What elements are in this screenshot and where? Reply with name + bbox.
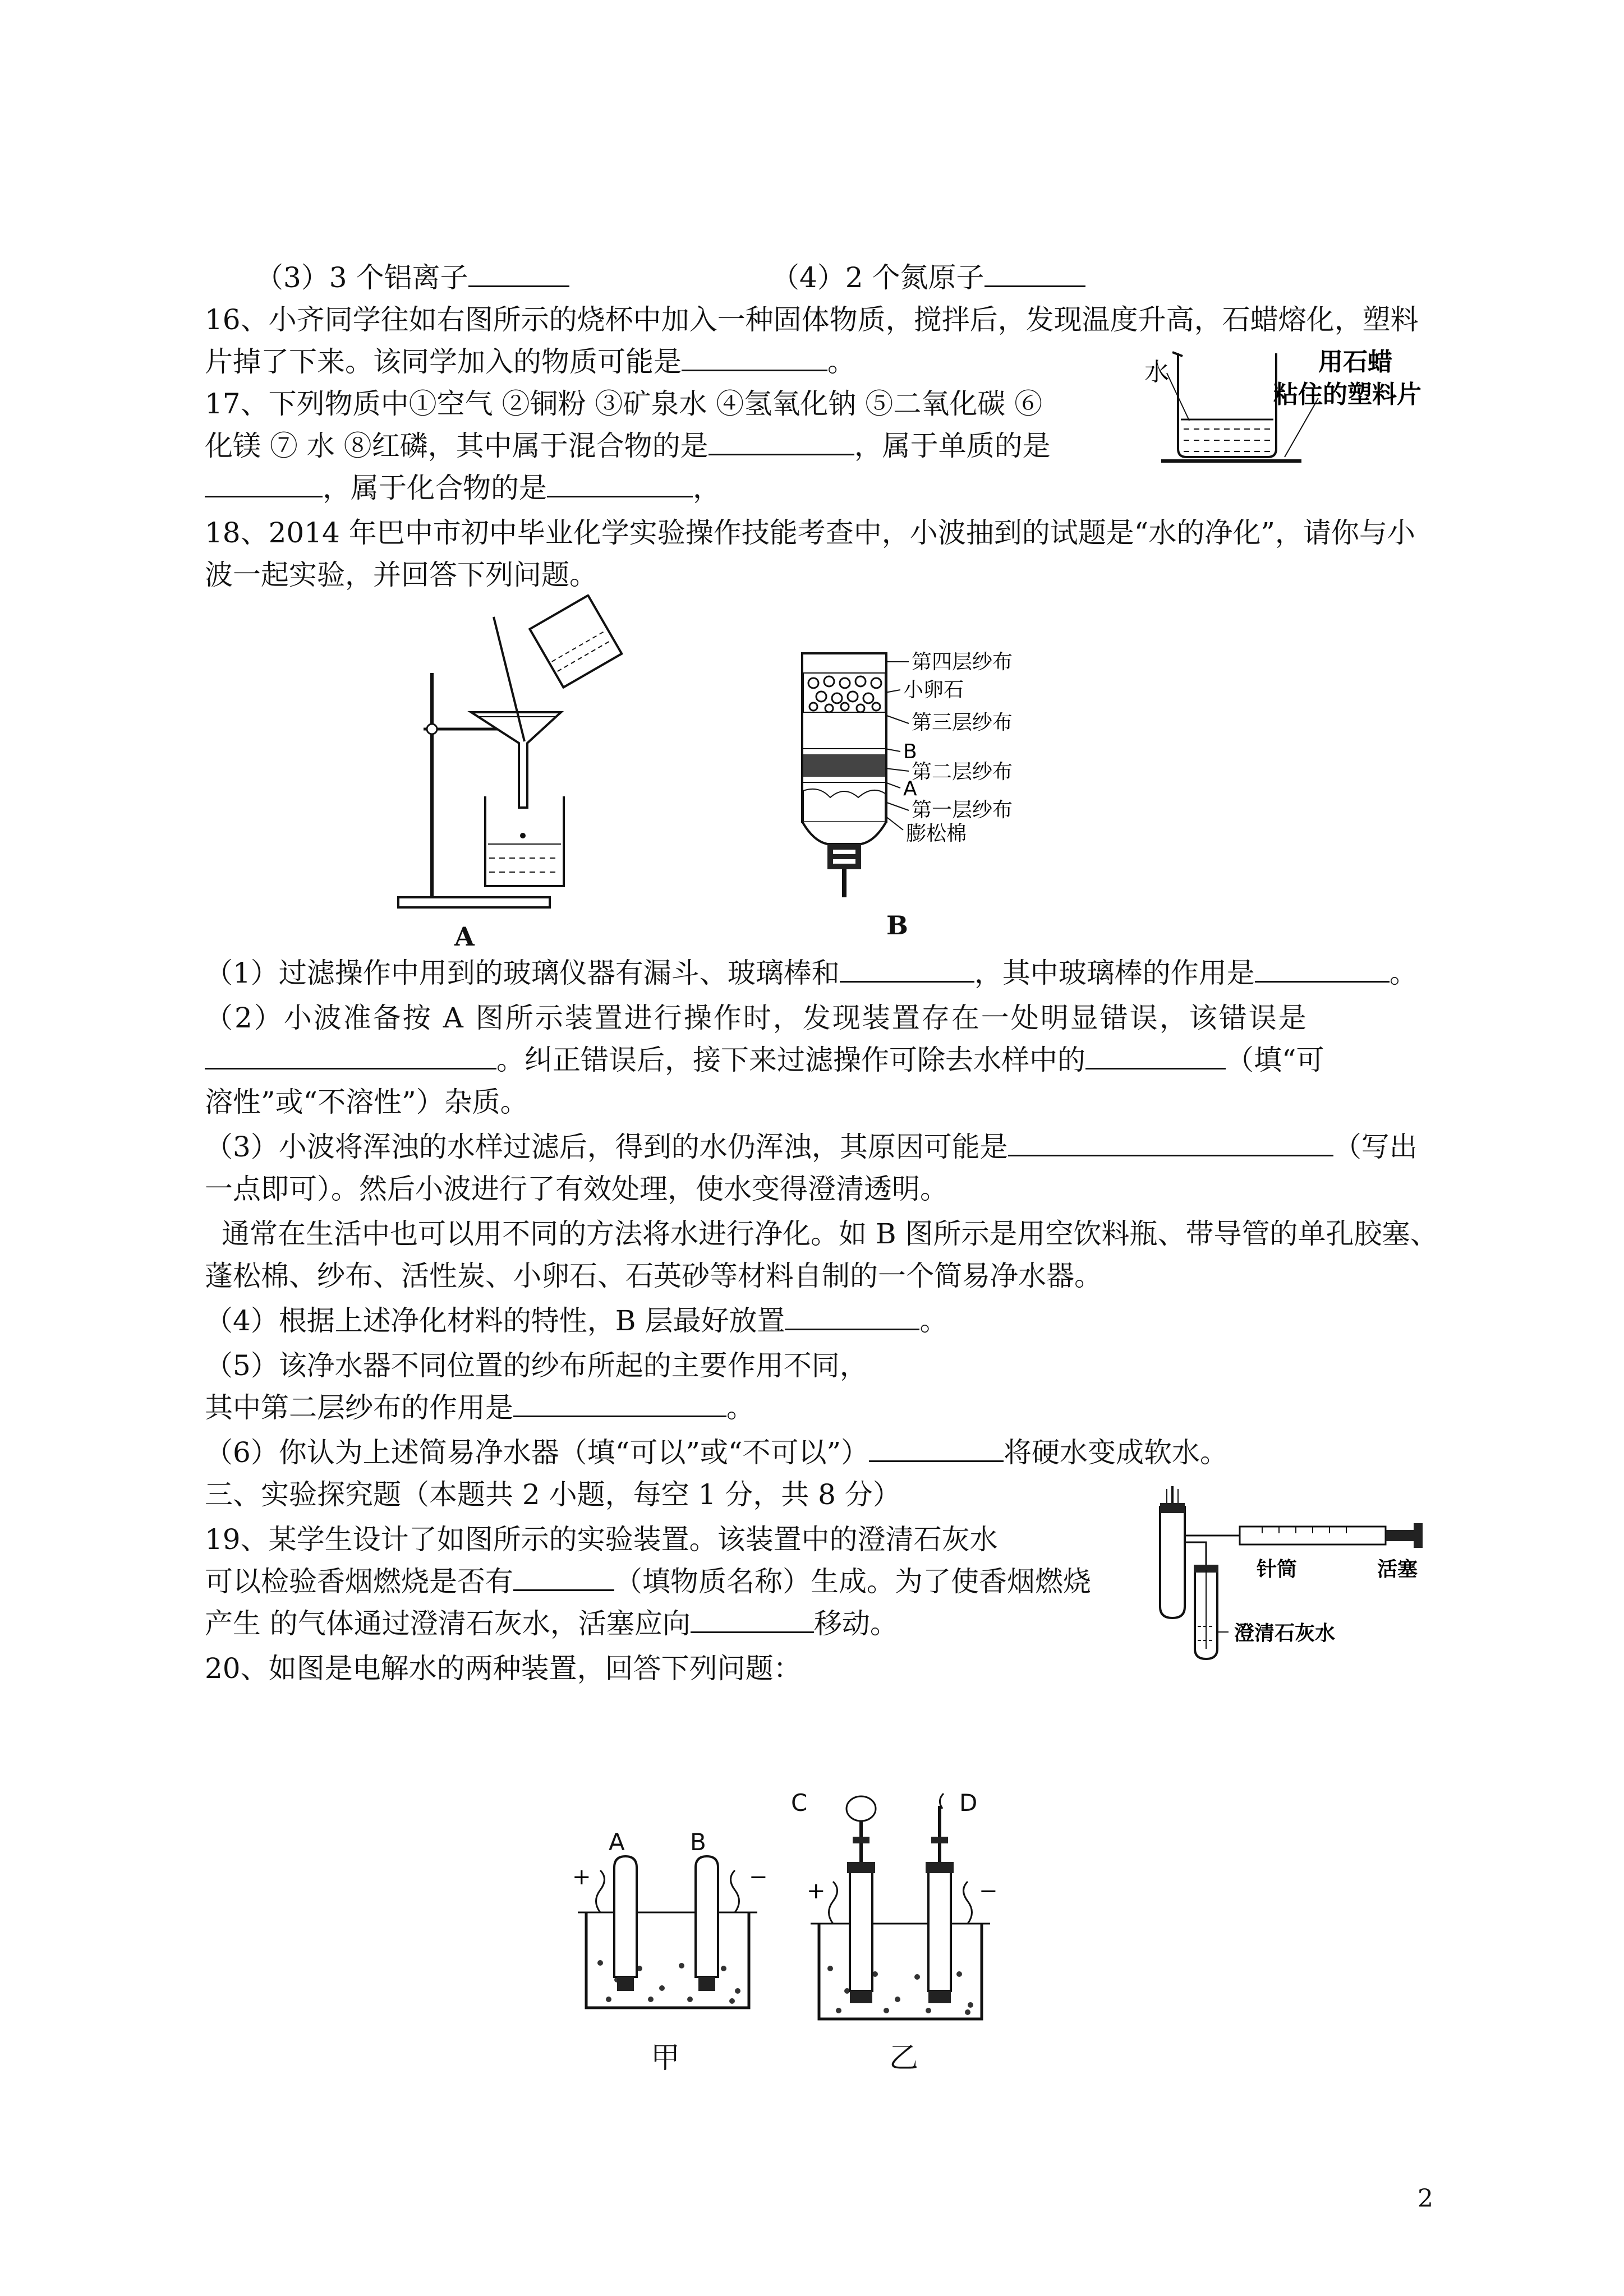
answer-blank[interactable] <box>547 471 693 497</box>
beaker-water-label: 水 <box>1144 358 1169 386</box>
water-purifier-figure-b <box>797 651 1055 914</box>
q15-item3: （3）3 个铝离子 <box>255 261 569 294</box>
electrode-label-b: B <box>690 1828 706 1856</box>
q18-p2-line3: 溶性”或“不溶性”）杂质。 <box>205 1086 528 1118</box>
minus-sign: − <box>979 1878 998 1904</box>
answer-blank[interactable] <box>691 1607 814 1633</box>
q18-p1: （1）过滤操作中用到的玻璃仪器有漏斗、玻璃棒和 ，其中玻璃棒的作用是 。 <box>205 957 1418 989</box>
q18-intro-line2: 蓬松棉、纱布、活性炭、小卵石、石英砂等材料自制的一个简易净水器。 <box>205 1260 1102 1292</box>
answer-blank[interactable] <box>1008 1130 1333 1156</box>
electrolysis-figure-yi <box>797 1783 1010 2064</box>
q16-line2: 片掉了下来。该同学加入的物质可能是 。 <box>205 345 855 378</box>
q20-line1: 20、如图是电解水的两种装置，回答下列问题： <box>205 1652 802 1685</box>
q18-p5-line1: （5）该净水器不同位置的纱布所起的主要作用不同， <box>205 1349 868 1382</box>
q18-p3-line1: （3）小波将浑浊的水样过滤后，得到的水仍浑浊，其原因可能是 （写出 <box>205 1131 1418 1163</box>
filtration-figure-a <box>393 594 662 931</box>
syringe-label: 针筒 <box>1257 1558 1298 1581</box>
layer-label: A <box>903 777 917 800</box>
valve-label-d: D <box>959 1789 978 1816</box>
answer-blank[interactable] <box>785 1304 919 1330</box>
q18-p6: （6）你认为上述简易净水器（填“可以”或“不可以”） 将硬水变成软水。 <box>205 1436 1229 1469</box>
beaker-figure <box>1133 336 1447 482</box>
page-number: 2 <box>1418 2184 1433 2213</box>
answer-blank[interactable] <box>205 471 323 497</box>
q16-line1: 16、小齐同学往如右图所示的烧杯中加入一种固体物质，搅拌后，发现温度升高，石蜡熔化，塑料 <box>205 303 1419 336</box>
beaker-wax-label-2: 粘住的塑料片 <box>1273 380 1421 409</box>
answer-blank[interactable] <box>1085 1043 1226 1069</box>
q18-p4: （4）根据上述净化材料的特性，B 层最好放置 。 <box>205 1304 948 1337</box>
layer-label: 第四层纱布 <box>912 651 1013 674</box>
q19-line3: 产生 的气体通过澄清石灰水，活塞应向 移动。 <box>205 1607 898 1640</box>
figure-jia-caption: 甲 <box>651 2041 680 2075</box>
q18-intro-line1: 通常在生活中也可以用不同的方法将水进行净化。如 B 图所示是用空饮料瓶、带导管的单孔胶塞、 <box>222 1218 1438 1250</box>
q15-item4: （4）2 个氮原子 <box>771 261 1085 294</box>
answer-blank[interactable] <box>682 345 827 371</box>
layer-label: 膨松棉 <box>906 822 967 845</box>
answer-blank[interactable] <box>869 1436 1004 1462</box>
q18-line1: 18、2014 年巴中市初中毕业化学实验操作技能考查中，小波抽到的试题是“水的净化”，请你与小 <box>205 517 1415 549</box>
q17-line2: 化镁 ⑦ 水 ⑧红磷，其中属于混合物的是 ，属于单质的是 <box>205 430 1051 462</box>
answer-blank[interactable] <box>205 1043 496 1069</box>
plunger-label: 活塞 <box>1377 1558 1418 1581</box>
layer-label: 第三层纱布 <box>912 711 1013 734</box>
answer-blank[interactable] <box>840 956 974 983</box>
beaker-wax-label-1: 用石蜡 <box>1318 348 1392 376</box>
layer-label: 第二层纱布 <box>912 760 1013 783</box>
valve-label-c: C <box>791 1789 808 1816</box>
q18-p2-line1: （2）小波准备按 A 图所示装置进行操作时，发现装置存在一处明显错误，该错误是 <box>205 1002 1308 1034</box>
plus-sign: + <box>807 1878 826 1904</box>
limewater-label: 澄清石灰水 <box>1234 1622 1336 1645</box>
layer-label: 第一层纱布 <box>912 799 1013 822</box>
q18-p5-line2: 其中第二层纱布的作用是 。 <box>205 1391 755 1424</box>
q17-line3: ，属于化合物的是 ， <box>205 471 721 505</box>
syringe-apparatus-figure <box>1150 1481 1464 1666</box>
q17-line1: 17、下列物质中①空气 ②铜粉 ③矿泉水 ④氢氧化钠 ⑤二氧化碳 ⑥ <box>205 388 1043 420</box>
answer-blank[interactable] <box>513 1565 614 1591</box>
section-3-title: 三、实验探究题（本题共 2 小题，每空 1 分，共 8 分） <box>205 1478 901 1511</box>
answer-blank[interactable] <box>984 261 1085 287</box>
plus-sign: + <box>572 1864 591 1890</box>
figure-b-label: B <box>886 910 908 940</box>
q19-line1: 19、某学生设计了如图所示的实验装置。该装置中的澄清石灰水 <box>205 1523 998 1556</box>
electrode-label-a: A <box>609 1828 625 1856</box>
answer-blank[interactable] <box>513 1391 726 1417</box>
q18-line2: 波一起实验，并回答下列问题。 <box>205 559 597 591</box>
figure-a-label: A <box>454 921 475 952</box>
figure-yi-caption: 乙 <box>889 2041 919 2075</box>
q18-p2-line2: 。纠正错误后，接下来过滤操作可除去水样中的 （填“可 <box>205 1043 1324 1077</box>
minus-sign: − <box>749 1864 768 1890</box>
q19-line2: 可以检验香烟燃烧是否有 （填物质名称）生成。为了使香烟燃烧 <box>205 1565 1091 1598</box>
answer-blank[interactable] <box>709 429 854 455</box>
layer-label: B <box>903 740 917 763</box>
electrolysis-figure-jia <box>561 1851 774 2064</box>
layer-label: 小卵石 <box>903 679 964 702</box>
answer-blank[interactable] <box>1255 956 1390 983</box>
q18-p3-line2: 一点即可）。然后小波进行了有效处理，使水变得澄清透明。 <box>205 1173 948 1205</box>
answer-blank[interactable] <box>468 261 569 287</box>
